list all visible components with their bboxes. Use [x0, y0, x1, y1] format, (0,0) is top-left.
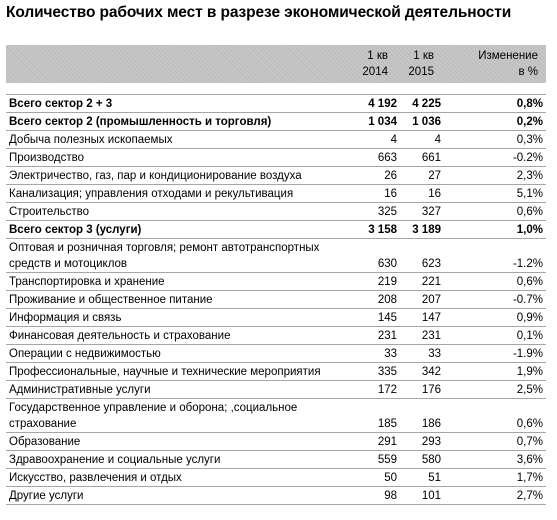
- q2014-cell: 98: [364, 487, 400, 505]
- change-cell: 1,7%: [444, 469, 546, 487]
- q2014-cell: 325: [364, 203, 400, 221]
- q2014-cell: 219: [364, 273, 400, 291]
- header-q2015: 1 кв 2015: [408, 50, 434, 78]
- change-cell: 3,6%: [444, 451, 546, 469]
- q2014-cell: 4 192: [364, 95, 400, 113]
- change-cell: 0,9%: [444, 309, 546, 327]
- q2015-cell: 231: [400, 327, 444, 345]
- q2014-cell: 335: [364, 363, 400, 381]
- q2014-cell: 630: [364, 239, 400, 273]
- row-name-cell: Здравоохранение и социальные услуги: [6, 451, 364, 469]
- row-name-cell: Финансовая деятельность и страхование: [6, 327, 364, 345]
- table-row: [6, 469, 546, 487]
- change-cell: -0.7%: [444, 291, 546, 309]
- q2015-cell: 221: [400, 273, 444, 291]
- q2015-cell: 101: [400, 487, 444, 505]
- row-name-cell: Всего сектор 2 (промышленность и торговля): [6, 113, 364, 131]
- header-change: Изменение в %: [478, 50, 538, 78]
- q2014-cell: 3 158: [364, 221, 400, 239]
- change-cell: 0,1%: [444, 327, 546, 345]
- change-cell: 2,5%: [444, 381, 546, 399]
- page-title: Количество рабочих мест в разрезе экономической деятельности: [6, 4, 512, 21]
- row-name-cell: Всего сектор 3 (услуги): [6, 221, 364, 239]
- table-row: [6, 487, 546, 505]
- table-row: [6, 185, 546, 203]
- change-cell: 0,3%: [444, 131, 546, 149]
- table-row: [6, 291, 546, 309]
- table-row: [6, 363, 546, 381]
- q2014-cell: 185: [364, 399, 400, 433]
- q2015-cell: 661: [400, 149, 444, 167]
- table-row: [6, 309, 546, 327]
- q2015-cell: 623: [400, 239, 444, 273]
- table-row: [6, 451, 546, 469]
- q2015-cell: 293: [400, 433, 444, 451]
- change-cell: 1,0%: [444, 221, 546, 239]
- q2014-cell: 231: [364, 327, 400, 345]
- q2014-cell: 172: [364, 381, 400, 399]
- table-row: [6, 131, 546, 149]
- change-cell: -1.9%: [444, 345, 546, 363]
- change-cell: 1,9%: [444, 363, 546, 381]
- q2015-cell: 4 225: [400, 95, 444, 113]
- change-cell: 0,7%: [444, 433, 546, 451]
- row-name-cell: Всего сектор 2 + 3: [6, 95, 364, 113]
- change-cell: 0,2%: [444, 113, 546, 131]
- header-q2014: 1 кв 2014: [362, 50, 388, 78]
- q2014-cell: 559: [364, 451, 400, 469]
- row-name-cell: Электричество, газ, пар и кондиционирование воздуха: [6, 167, 364, 185]
- row-name-cell: Строительство: [6, 203, 364, 221]
- q2014-cell: 33: [364, 345, 400, 363]
- change-cell: 0,6%: [444, 399, 546, 433]
- change-cell: -1.2%: [444, 239, 546, 273]
- row-name-cell: Операции с недвижимостью: [6, 345, 364, 363]
- q2015-cell: 16: [400, 185, 444, 203]
- row-name-cell: Другие услуги: [6, 487, 364, 505]
- table-row: [6, 149, 546, 167]
- q2014-cell: 1 034: [364, 113, 400, 131]
- q2015-cell: 186: [400, 399, 444, 433]
- q2015-cell: 3 189: [400, 221, 444, 239]
- q2015-cell: 27: [400, 167, 444, 185]
- table-body: [6, 95, 546, 505]
- table-row: [6, 95, 546, 113]
- jobs-table: [6, 94, 546, 505]
- q2014-cell: 4: [364, 131, 400, 149]
- row-name-cell: Производство: [6, 149, 364, 167]
- table-row: [6, 327, 546, 345]
- change-cell: 0,8%: [444, 95, 546, 113]
- q2014-cell: 663: [364, 149, 400, 167]
- row-name-cell: Канализация; управления отходами и рекультивация: [6, 185, 364, 203]
- table-row: [6, 273, 546, 291]
- row-name-cell: Государственное управление и оборона; ,социальное страхование: [6, 399, 364, 433]
- table-row: [6, 345, 546, 363]
- table-row: [6, 433, 546, 451]
- change-cell: -0.2%: [444, 149, 546, 167]
- table-row: [6, 399, 546, 433]
- q2015-cell: 1 036: [400, 113, 444, 131]
- change-cell: 0,6%: [444, 203, 546, 221]
- q2015-cell: 207: [400, 291, 444, 309]
- row-name-cell: Транспортировка и хранение: [6, 273, 364, 291]
- row-name-cell: Добыча полезных ископаемых: [6, 131, 364, 149]
- q2015-cell: 580: [400, 451, 444, 469]
- q2014-cell: 50: [364, 469, 400, 487]
- table-row: [6, 113, 546, 131]
- table-row: [6, 239, 546, 273]
- row-name-cell: Образование: [6, 433, 364, 451]
- table-row: [6, 221, 546, 239]
- table-row: [6, 381, 546, 399]
- change-cell: 2,7%: [444, 487, 546, 505]
- q2015-cell: 147: [400, 309, 444, 327]
- table-row: [6, 203, 546, 221]
- q2014-cell: 16: [364, 185, 400, 203]
- q2014-cell: 145: [364, 309, 400, 327]
- q2014-cell: 291: [364, 433, 400, 451]
- change-cell: 0,6%: [444, 273, 546, 291]
- q2015-cell: 342: [400, 363, 444, 381]
- q2014-cell: 208: [364, 291, 400, 309]
- table-header: [6, 45, 546, 83]
- change-cell: 5,1%: [444, 185, 546, 203]
- q2015-cell: 51: [400, 469, 444, 487]
- table-row: [6, 167, 546, 185]
- row-name-cell: Административные услуги: [6, 381, 364, 399]
- row-name-cell: Проживание и общественное питание: [6, 291, 364, 309]
- q2015-cell: 4: [400, 131, 444, 149]
- q2015-cell: 327: [400, 203, 444, 221]
- q2014-cell: 26: [364, 167, 400, 185]
- row-name-cell: Профессиональные, научные и технические мероприятия: [6, 363, 364, 381]
- row-name-cell: Искусство, развлечения и отдых: [6, 469, 364, 487]
- q2015-cell: 176: [400, 381, 444, 399]
- q2015-cell: 33: [400, 345, 444, 363]
- row-name-cell: Оптовая и розничная торговля; ремонт автотранспортных средств и мотоциклов: [6, 239, 364, 273]
- row-name-cell: Информация и связь: [6, 309, 364, 327]
- change-cell: 2,3%: [444, 167, 546, 185]
